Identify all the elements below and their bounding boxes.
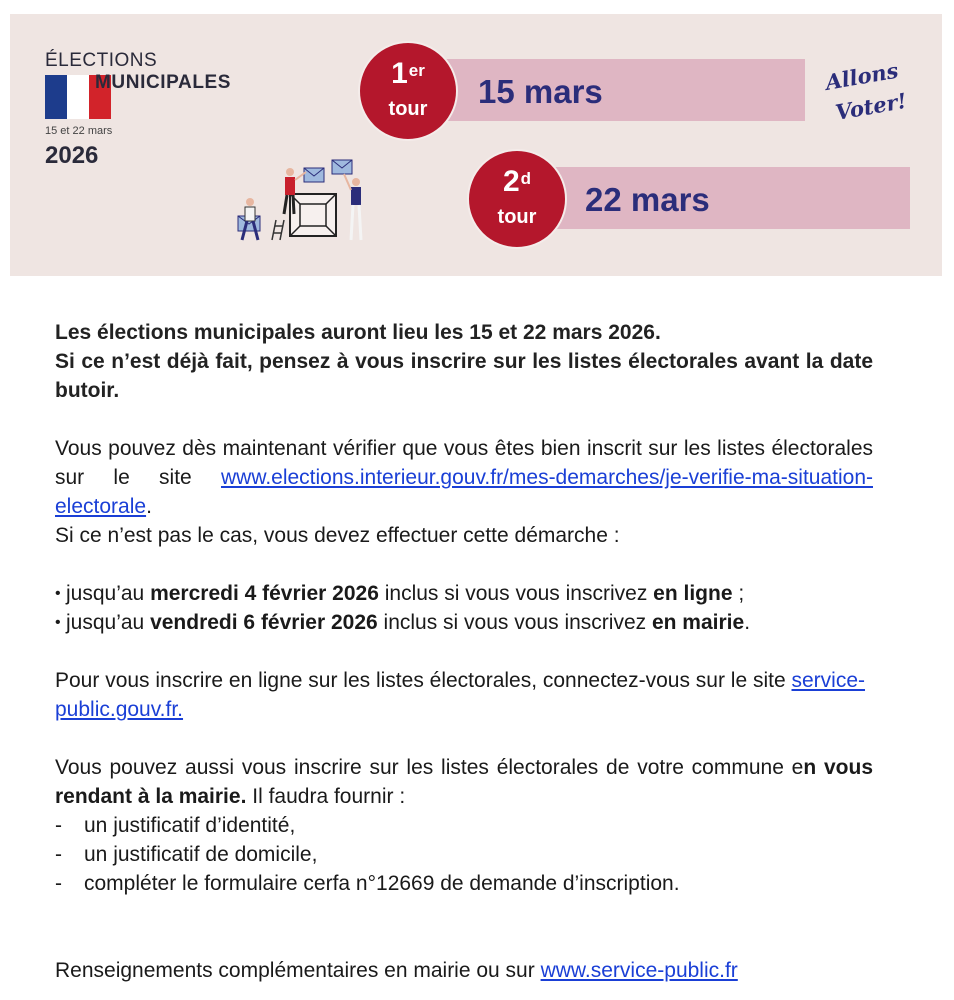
- requirement-item: - un justificatif de domicile,: [55, 840, 873, 869]
- verify-text: Vous pouvez dès maintenant vérifier que vous êtes bien inscrit sur les listes électorales sur le site: [55, 437, 873, 489]
- mairie-text1: Vous pouvez aussi vous inscrire sur les listes électorales de votre commune e: [55, 756, 804, 779]
- verify-link[interactable]: www.elections.interieur.gouv.fr/mes-demarches/je-verifie-ma-situation-electorale: [55, 466, 873, 518]
- deadline-mairie-pre: jusqu’au: [66, 611, 151, 634]
- deadline-online-mode: en ligne: [653, 582, 733, 605]
- deadline-online-mid: inclus si vous vous inscrivez: [378, 582, 654, 605]
- requirement-identity: un justificatif d’identité,: [84, 814, 296, 837]
- deadline-online-end: ;: [732, 582, 745, 605]
- deadline-online: [55, 579, 873, 608]
- announcement-body: [55, 318, 873, 985]
- deadline-mairie: [55, 608, 873, 637]
- mairie-paragraph: [55, 753, 873, 811]
- bullet-icon: •: [55, 614, 61, 631]
- verify-end: .: [146, 495, 152, 518]
- mairie-bold: n vous rendant à la mairie.: [55, 756, 873, 808]
- logo-year: 2026: [45, 142, 99, 169]
- deadline-online-date: mercredi 4 février 2026: [150, 582, 379, 605]
- deadline-mairie-end: .: [744, 611, 751, 634]
- requirement-cerfa: compléter le formulaire cerfa n°12669 de demande d’inscription.: [84, 872, 680, 895]
- slogan-line1: Allons: [823, 58, 901, 95]
- allons-voter-slogan: [823, 58, 915, 130]
- round2-suffix: d: [520, 169, 532, 188]
- voters-ballot-box-illustration: [220, 152, 368, 244]
- round2-badge: [467, 149, 567, 249]
- footer-paragraph: [55, 956, 873, 985]
- logo-elections: ÉLECTIONS: [45, 50, 158, 71]
- mairie-text2: Il faudra fournir :: [246, 785, 406, 808]
- notcase-text: Si ce n’est pas le cas, vous devez effectuer cette démarche :: [55, 524, 620, 547]
- footer-text: Renseignements complémentaires en mairie ou sur: [55, 959, 541, 982]
- online-text: Pour vous inscrire en ligne sur les listes électorales, connectez-vous sur le site: [55, 669, 792, 692]
- round1-badge: [358, 41, 458, 141]
- deadline-online-pre: jusqu’au: [66, 582, 151, 605]
- slogan-line2: Voter!: [833, 87, 909, 125]
- bullet-icon: •: [55, 585, 61, 602]
- service-public-gouv-link[interactable]: service-public.gouv.fr.: [55, 669, 866, 721]
- online-paragraph: [55, 666, 873, 724]
- round2-date: 22 mars: [585, 181, 710, 218]
- round1-number: 1: [391, 57, 408, 90]
- requirement-domicile: un justificatif de domicile,: [84, 843, 318, 866]
- round2-label: tour: [497, 206, 537, 228]
- logo-dates: 15 et 22 mars: [45, 125, 113, 137]
- intro-line1: Les élections municipales auront lieu les 15 et 22 mars 2026.: [55, 321, 661, 344]
- deadline-mairie-mid: inclus si vous vous inscrivez: [377, 611, 652, 634]
- round1-date: 15 mars: [478, 73, 603, 110]
- logo-municipales: MUNICIPALES: [95, 72, 232, 93]
- intro-line2: Si ce n’est déjà fait, pensez à vous inscrire sur les listes électorales avant la date butoir.: [55, 350, 873, 402]
- requirement-item: - un justificatif d’identité,: [55, 811, 873, 840]
- round1-suffix: er: [408, 61, 425, 80]
- verify-paragraph: [55, 434, 873, 521]
- round2-number: 2: [502, 165, 520, 198]
- service-public-link[interactable]: www.service-public.fr: [540, 959, 738, 982]
- requirement-item: - compléter le formulaire cerfa n°12669 de demande d’inscription.: [55, 869, 873, 898]
- deadline-mairie-mode: en mairie: [651, 611, 745, 634]
- election-banner: [10, 14, 942, 276]
- round1-label: tour: [388, 98, 428, 120]
- deadline-mairie-date: vendredi 6 février 2026: [150, 611, 378, 634]
